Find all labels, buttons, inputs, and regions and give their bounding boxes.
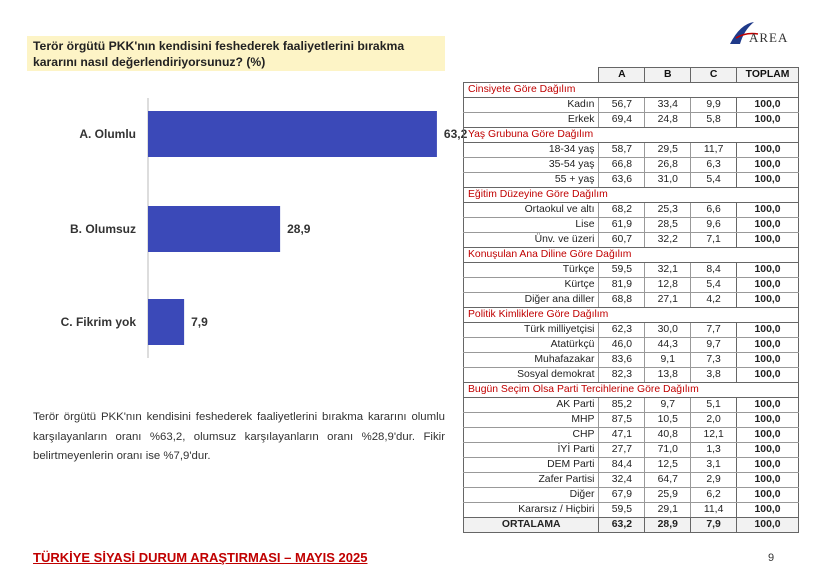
table-section-title: Bugün Seçim Olsa Parti Tercihlerine Göre Dağılım <box>464 383 799 398</box>
table-row <box>464 503 799 518</box>
table-cell-b: 28,5 <box>645 218 691 233</box>
table-footer-a: 63,2 <box>599 518 645 533</box>
table-section-title: Cinsiyete Göre Dağılım <box>464 83 799 98</box>
table-row-label: Türk milliyetçisi <box>464 323 599 338</box>
table-cell-total: 100,0 <box>737 293 799 308</box>
table-cell-b: 33,4 <box>645 98 691 113</box>
table-cell-b: 9,7 <box>645 398 691 413</box>
table-cell-a: 32,4 <box>599 473 645 488</box>
table-row-label: İYİ Parti <box>464 443 599 458</box>
table-cell-c: 4,2 <box>691 293 737 308</box>
table-row <box>464 413 799 428</box>
table-row <box>464 263 799 278</box>
table-row <box>464 488 799 503</box>
table-row <box>464 323 799 338</box>
bar <box>148 111 437 157</box>
table-row <box>464 458 799 473</box>
summary-paragraph: Terör örgütü PKK'nın kendisini feshederek faaliyetlerini bırakma kararını olumlu karşılayanların oranı %63,2, olumsuz karşılayanların oranı %28,9'dur. Fikir belirtmeyenlerin oranı ise %7,9'dur. <box>33 411 445 462</box>
table-section-row <box>464 128 799 143</box>
table-footer-label: ORTALAMA <box>464 518 599 533</box>
table-row <box>464 218 799 233</box>
table-cell-b: 25,9 <box>645 488 691 503</box>
table-row-label: MHP <box>464 413 599 428</box>
bar <box>148 299 184 345</box>
table-header-row <box>464 68 799 83</box>
table-row <box>464 98 799 113</box>
table-cell-a: 56,7 <box>599 98 645 113</box>
table-cell-b: 44,3 <box>645 338 691 353</box>
table-cell-a: 67,9 <box>599 488 645 503</box>
table-row-label: Erkek <box>464 113 599 128</box>
table-cell-c: 11,4 <box>691 503 737 518</box>
table-row-label: Lise <box>464 218 599 233</box>
table-cell-total: 100,0 <box>737 488 799 503</box>
table-cell-total: 100,0 <box>737 398 799 413</box>
table-cell-total: 100,0 <box>737 173 799 188</box>
table-cell-b: 29,5 <box>645 143 691 158</box>
table-cell-total: 100,0 <box>737 428 799 443</box>
table-section-row <box>464 188 799 203</box>
table-cell-c: 7,3 <box>691 353 737 368</box>
table-cell-total: 100,0 <box>737 368 799 383</box>
table-row <box>464 368 799 383</box>
table-cell-a: 85,2 <box>599 398 645 413</box>
table-cell-b: 31,0 <box>645 173 691 188</box>
table-cell-total: 100,0 <box>737 278 799 293</box>
table-cell-total: 100,0 <box>737 218 799 233</box>
table-row <box>464 428 799 443</box>
table-section-title: Konuşulan Ana Diline Göre Dağılım <box>464 248 799 263</box>
table-cell-a: 62,3 <box>599 323 645 338</box>
table-row <box>464 293 799 308</box>
table-cell-c: 6,6 <box>691 203 737 218</box>
table-cell-c: 9,9 <box>691 98 737 113</box>
table-header-b: B <box>645 68 691 83</box>
table-cell-total: 100,0 <box>737 158 799 173</box>
table-row-label: Diğer <box>464 488 599 503</box>
table-cell-c: 12,1 <box>691 428 737 443</box>
table-row-label: 35-54 yaş <box>464 158 599 173</box>
table-cell-b: 40,8 <box>645 428 691 443</box>
table-cell-b: 26,8 <box>645 158 691 173</box>
value-label: 28,9 <box>287 222 311 236</box>
table-section-row <box>464 383 799 398</box>
table-cell-c: 8,4 <box>691 263 737 278</box>
table-cell-total: 100,0 <box>737 503 799 518</box>
table-row-label: 55 + yaş <box>464 173 599 188</box>
table-cell-c: 3,1 <box>691 458 737 473</box>
table-body <box>464 83 799 533</box>
table-cell-total: 100,0 <box>737 143 799 158</box>
table-cell-a: 68,2 <box>599 203 645 218</box>
table-cell-a: 82,3 <box>599 368 645 383</box>
table-cell-b: 71,0 <box>645 443 691 458</box>
value-label: 7,9 <box>191 315 208 329</box>
table-row <box>464 398 799 413</box>
table-row <box>464 203 799 218</box>
table-cell-c: 2,9 <box>691 473 737 488</box>
table-cell-a: 27,7 <box>599 443 645 458</box>
bar <box>148 206 280 252</box>
table-footer-b: 28,9 <box>645 518 691 533</box>
table-section-row <box>464 308 799 323</box>
footer-title: TÜRKİYE SİYASİ DURUM ARAŞTIRMASI – MAYIS 2025 <box>33 550 368 565</box>
table-cell-a: 66,8 <box>599 158 645 173</box>
table-row <box>464 143 799 158</box>
table-cell-b: 32,2 <box>645 233 691 248</box>
table-cell-c: 1,3 <box>691 443 737 458</box>
table-row <box>464 443 799 458</box>
table-row-label: Kararsız / Hiçbiri <box>464 503 599 518</box>
table-section-title: Eğitim Düzeyine Göre Dağılım <box>464 188 799 203</box>
value-label: 63,2 <box>443 127 468 141</box>
table-cell-b: 12,8 <box>645 278 691 293</box>
table-cell-a: 69,4 <box>599 113 645 128</box>
table-header-total: TOPLAM <box>737 68 799 83</box>
table-cell-a: 87,5 <box>599 413 645 428</box>
table-row-label: Muhafazakar <box>464 353 599 368</box>
table-row-label: AK Parti <box>464 398 599 413</box>
table-cell-c: 6,2 <box>691 488 737 503</box>
table-cell-a: 60,7 <box>599 233 645 248</box>
table-cell-a: 61,9 <box>599 218 645 233</box>
page-number: 9 <box>768 552 775 564</box>
table-cell-c: 7,1 <box>691 233 737 248</box>
table-header-a: A <box>599 68 645 83</box>
table-cell-c: 5,8 <box>691 113 737 128</box>
table-footer-row <box>464 518 799 533</box>
category-label: C. Fikrim yok <box>60 315 136 329</box>
table-section-row <box>464 248 799 263</box>
table-row-label: CHP <box>464 428 599 443</box>
table-cell-b: 29,1 <box>645 503 691 518</box>
category-label: A. Olumlu <box>79 127 136 141</box>
table-row-label: DEM Parti <box>464 458 599 473</box>
table-cell-c: 9,7 <box>691 338 737 353</box>
table-row <box>464 173 799 188</box>
table-cell-b: 9,1 <box>645 353 691 368</box>
table-row-label: Kürtçe <box>464 278 599 293</box>
table-cell-total: 100,0 <box>737 473 799 488</box>
table-row-label: Diğer ana diller <box>464 293 599 308</box>
table-row <box>464 113 799 128</box>
table-cell-c: 11,7 <box>691 143 737 158</box>
table-row-label: 18-34 yaş <box>464 143 599 158</box>
table-cell-a: 58,7 <box>599 143 645 158</box>
table-cell-a: 68,8 <box>599 293 645 308</box>
question-title: Terör örgütü PKK'nın kendisini feshederek faaliyetlerini bırakma kararını nasıl değerlendiriyorsunuz? (%) <box>27 36 445 71</box>
table-cell-b: 12,5 <box>645 458 691 473</box>
table-header-blank <box>464 68 599 83</box>
table-cell-b: 10,5 <box>645 413 691 428</box>
table-cell-b: 27,1 <box>645 293 691 308</box>
crosstab-table <box>463 67 799 533</box>
table-row-label: Ortaokul ve altı <box>464 203 599 218</box>
table-cell-c: 5,4 <box>691 278 737 293</box>
bar-chart <box>0 0 468 400</box>
table-cell-total: 100,0 <box>737 98 799 113</box>
table-cell-total: 100,0 <box>737 263 799 278</box>
table-header-c: C <box>691 68 737 83</box>
table-cell-total: 100,0 <box>737 323 799 338</box>
table-row <box>464 338 799 353</box>
table-cell-a: 46,0 <box>599 338 645 353</box>
table-cell-a: 59,5 <box>599 503 645 518</box>
table-cell-b: 24,8 <box>645 113 691 128</box>
table-row-label: Kadın <box>464 98 599 113</box>
table-section-title: Politik Kimliklere Göre Dağılım <box>464 308 799 323</box>
table-cell-a: 47,1 <box>599 428 645 443</box>
table-row <box>464 278 799 293</box>
table-row-label: Zafer Partisi <box>464 473 599 488</box>
table-row-label: Atatürkçü <box>464 338 599 353</box>
table-cell-a: 84,4 <box>599 458 645 473</box>
table-cell-total: 100,0 <box>737 458 799 473</box>
table-row <box>464 353 799 368</box>
table-row-label: Sosyal demokrat <box>464 368 599 383</box>
table-cell-total: 100,0 <box>737 353 799 368</box>
table-footer-total: 100,0 <box>737 518 799 533</box>
table-cell-b: 32,1 <box>645 263 691 278</box>
table-row-label: Ünv. ve üzeri <box>464 233 599 248</box>
table-cell-a: 83,6 <box>599 353 645 368</box>
logo-text: AREA <box>749 30 789 45</box>
table-cell-total: 100,0 <box>737 443 799 458</box>
table-section-title: Yaş Grubuna Göre Dağılım <box>464 128 799 143</box>
table-cell-b: 25,3 <box>645 203 691 218</box>
table-cell-a: 81,9 <box>599 278 645 293</box>
table-cell-c: 2,0 <box>691 413 737 428</box>
table-cell-c: 5,4 <box>691 173 737 188</box>
table-cell-b: 13,8 <box>645 368 691 383</box>
table-row <box>464 233 799 248</box>
table-row <box>464 158 799 173</box>
table-row-label: Türkçe <box>464 263 599 278</box>
table-cell-b: 64,7 <box>645 473 691 488</box>
table-section-row <box>464 83 799 98</box>
table-cell-c: 3,8 <box>691 368 737 383</box>
table-cell-b: 30,0 <box>645 323 691 338</box>
table-footer-c: 7,9 <box>691 518 737 533</box>
table-cell-c: 9,6 <box>691 218 737 233</box>
table-cell-total: 100,0 <box>737 338 799 353</box>
table-cell-total: 100,0 <box>737 233 799 248</box>
table-cell-a: 59,5 <box>599 263 645 278</box>
table-cell-total: 100,0 <box>737 113 799 128</box>
table-cell-c: 7,7 <box>691 323 737 338</box>
table-row <box>464 473 799 488</box>
table-cell-total: 100,0 <box>737 413 799 428</box>
category-label: B. Olumsuz <box>69 222 136 236</box>
table-cell-total: 100,0 <box>737 203 799 218</box>
table-cell-c: 6,3 <box>691 158 737 173</box>
table-cell-a: 63,6 <box>599 173 645 188</box>
table-cell-c: 5,1 <box>691 398 737 413</box>
